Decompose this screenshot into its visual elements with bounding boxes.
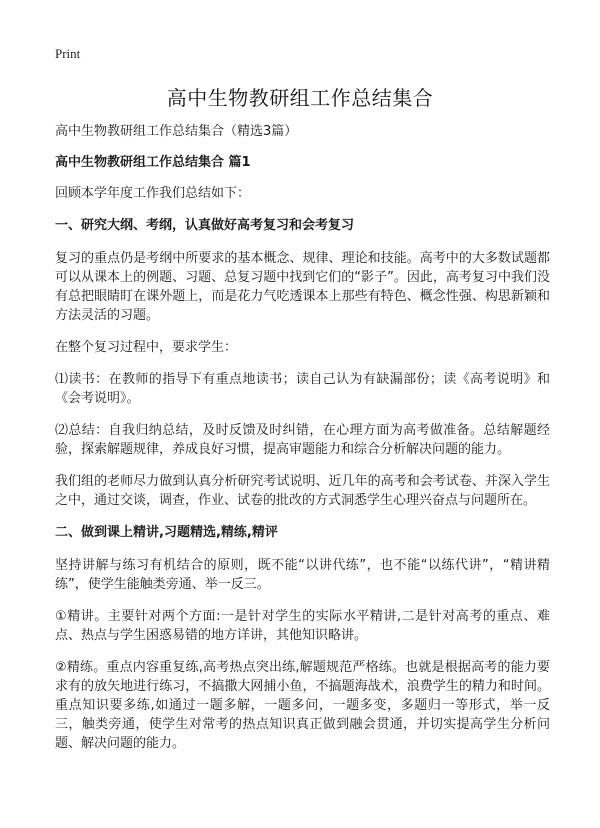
paragraph-requirements: 在整个复习过程中，要求学生： bbox=[55, 340, 238, 355]
paragraph-concise-lecture: ①精讲。主要针对两个方面:一是针对学生的实际水平精讲,二是针对高考的重点、难点、热点与学生困惑易错的地方详讲，其他知识略讲。 bbox=[55, 609, 550, 643]
paragraph-principle: 坚持讲解与练习有机结合的原则，既不能“以讲代练”，也不能“以练代讲”，“精讲精练”，使学生能触类旁通、举一反三。 bbox=[55, 558, 550, 592]
heading-two: 二、做到课上精讲,习题精选,精练,精评 bbox=[55, 525, 278, 540]
section-title: 高中生物教研组工作总结集合 篇1 bbox=[55, 155, 251, 170]
print-link[interactable]: Print bbox=[55, 46, 81, 61]
paragraph-concise-practice: ②精练。重点内容重复练,高考热点突出练,解题规范严格练。也就是根据高考的能力要求有的放矢地进行练习，不搞撒大网捕小鱼，不搞题海战术，浪费学生的精力和时间。重点知识要多练,如通过一题多解，一题多问，一题多变，多题归一等形式，举一反三，触类旁通，使学生对常考的热点知识真正做到融会贯通，并切实提高学生分析问题、解决问题的能力。 bbox=[55, 660, 550, 751]
document-subtitle: 高中生物教研组工作总结集合（精选3篇） bbox=[55, 124, 298, 139]
paragraph-review-focus: 复习的重点仍是考纲中所要求的基本概念、规律、理论和技能。高考中的大多数试题都可以从课本上的例题、习题、总复习题中找到它们的“影子”。因此，高考复习中我们没有总把眼睛盯在课外题上，而是花力气吃透课本上那些有特色、概念性强、构思新颖和方法灵活的习题。 bbox=[55, 251, 550, 323]
intro-paragraph: 回顾本学年度工作我们总结如下： bbox=[55, 186, 251, 201]
paragraph-reading: ⑴读书：在教师的指导下有重点地读书；读自己认为有缺漏部份；读《高考说明》和《会考说明》。 bbox=[55, 372, 550, 406]
heading-one: 一、研究大纲、考纲，认真做好高考复习和会考复习 bbox=[55, 218, 355, 233]
paragraph-summary: ⑵总结：自我归纳总结，及时反馈及时纠错，在心理方面为高考做准备。总结解题经验，探索解题规律，养成良好习惯，提高审题能力和综合分析解决问题的能力。 bbox=[55, 423, 550, 457]
page-title: 高中生物教研组工作总结集合 bbox=[166, 86, 434, 110]
paragraph-teachers: 我们组的老师尽力做到认真分析研究考试说明、近几年的高考和会考试卷、并深入学生之中，通过交谈，调查，作业、试卷的批改的方式洞悉学生心理兴奋点与问题所在。 bbox=[55, 474, 550, 508]
document-body bbox=[55, 122, 550, 766]
